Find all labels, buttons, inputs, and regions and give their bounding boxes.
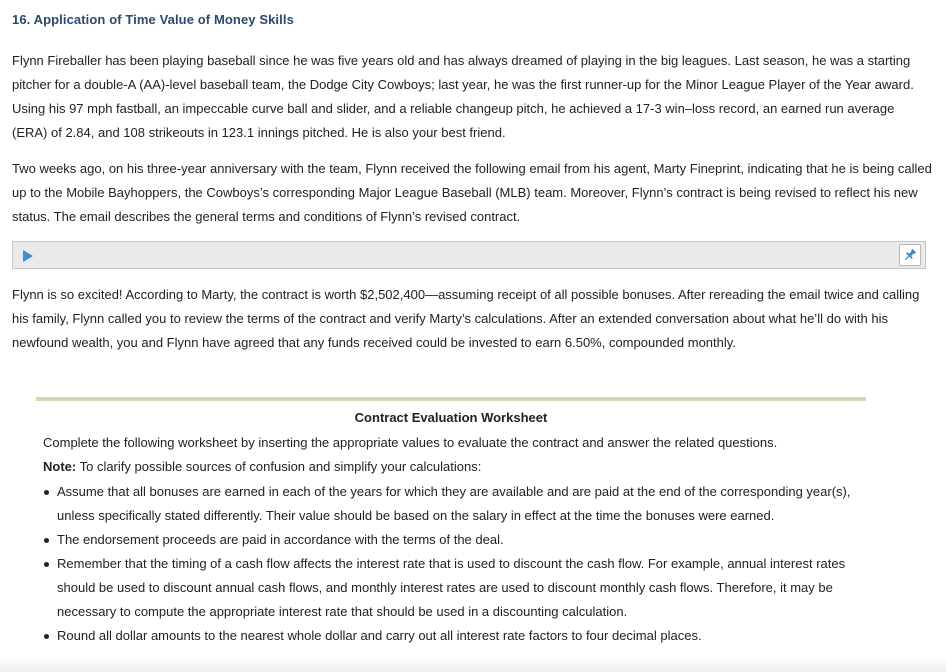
list-item — [43, 552, 873, 624]
note-text: To clarify possible sources of confusion and simplify your calculations: — [76, 459, 482, 474]
bullet-icon — [44, 634, 49, 639]
scroll-fade — [0, 658, 946, 672]
worksheet-title: Contract Evaluation Worksheet — [354, 410, 548, 425]
pin-button[interactable] — [899, 244, 921, 266]
play-triangle-icon[interactable] — [23, 250, 33, 262]
list-item-text: Assume that all bonuses are earned in each of the years for which they are available and are paid at the end of the corresponding year(s), unless specifically stated differently. Their value should be based on the salary in effect at the time the bonuses were earned. — [57, 484, 851, 523]
email-collapsible-panel[interactable] — [12, 241, 926, 269]
list-item-text: Remember that the timing of a cash flow affects the interest rate that is used to discount the cash flow. For example, annual interest rates should be used to discount annual cash flows, and monthly interest rates are used to discount monthly cash flows. Therefore, it may be necessary to compute the appropriate interest rate that should be used in a discounting calculation. — [57, 556, 846, 619]
question-title: 16. Application of Time Value of Money Skills — [12, 12, 294, 27]
list-item-text: Round all dollar amounts to the nearest whole dollar and carry out all interest rate factors to four decimal places. — [57, 628, 702, 643]
list-item — [43, 624, 873, 648]
worksheet-instructions: Complete the following worksheet by inserting the appropriate values to evaluate the contract and answer the related questions. — [43, 435, 778, 450]
assumption-list — [43, 480, 873, 648]
pushpin-icon — [903, 248, 917, 262]
section-divider — [36, 397, 866, 401]
bullet-icon — [44, 490, 49, 495]
story-paragraph-1: Flynn Fireballer has been playing baseball since he was five years old and has always dreamed of playing in the big leagues. Last season, he was a starting pitcher for a double-A (AA)-level baseball team, the Dodge City Cowboys; last year, he was the first runner-up for the Minor League Player of the Year award. Using his 97 mph fastball, an impeccable curve ball and slider, and a reliable changeup pitch, he achieved a 17-3 win–loss record, an earned run average (ERA) of 2.84, and 108 strikeouts in 123.1 innings pitched. He is also your best friend. — [12, 53, 914, 140]
worksheet-note — [43, 455, 481, 479]
list-item-text: The endorsement proceeds are paid in accordance with the terms of the deal. — [57, 532, 504, 547]
story-paragraph-2: Two weeks ago, on his three-year anniversary with the team, Flynn received the following email from his agent, Marty Fineprint, indicating that he is being called up to the Mobile Bayhoppers, the Cowboys’s corresponding Major League Baseball (MLB) team. Moreover, Flynn’s contract is being revised to reflect his new status. The email describes the general terms and conditions of Flynn’s revised contract. — [12, 161, 932, 224]
note-label: Note: — [43, 459, 77, 474]
story-paragraph-3: Flynn is so excited! According to Marty, the contract is worth $2,502,400—assuming receipt of all possible bonuses. After rereading the email twice and calling his family, Flynn called you to review the terms of the contract and verify Marty’s calculations. After an extended conversation about what he’ll do with his newfound wealth, you and Flynn have agreed that any funds received could be invested to earn 6.50%, compounded monthly. — [12, 287, 920, 350]
list-item — [43, 528, 873, 552]
bullet-icon — [44, 538, 49, 543]
list-item — [43, 480, 873, 528]
bullet-icon — [44, 562, 49, 567]
